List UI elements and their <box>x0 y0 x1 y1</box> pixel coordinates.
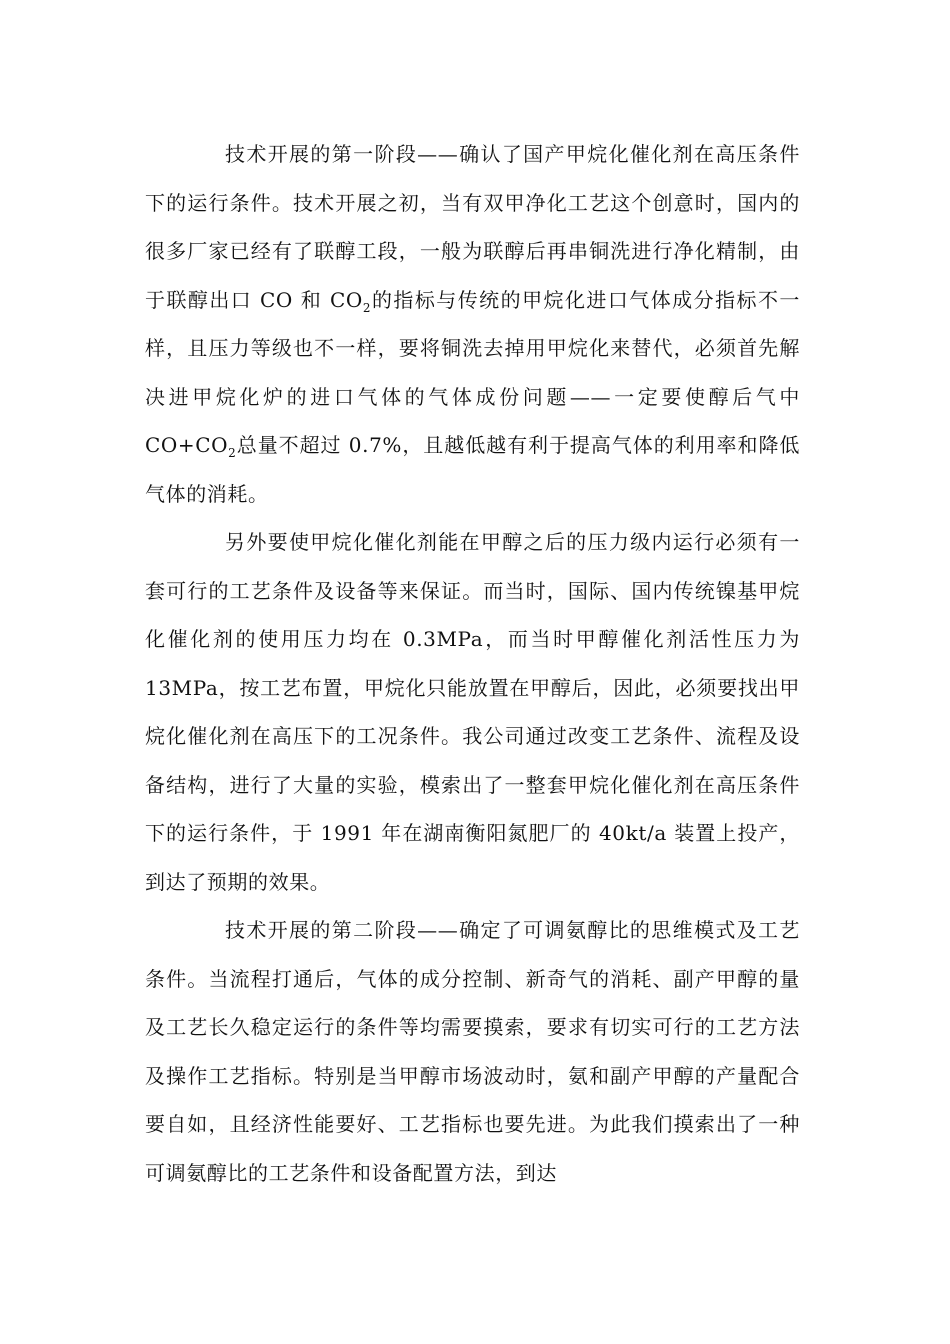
subscript-2: 2 <box>228 446 237 460</box>
paragraph-high-pressure: 另外要使甲烷化催化剂能在甲醇之后的压力级内运行必须有一套可行的工艺条件及设备等来保证。而当时，国际、国内传统镍基甲烷化催化剂的使用压力均在 0.3MPa，而当时甲醇催化剂活性压力为 13MPa，按工艺布置，甲烷化只能放置在甲醇后，因此，必须要找出甲烷化催化剂在高压下的工况条件。我公司通过改变工艺条件、流程及设备结构，进行了大量的实验，模索出了一整套甲烷化催化剂在高压条件下的运行条件，于 1991 年在湖南衡阳氮肥厂的 40kt/a 装置上投产，到达了预期的效果。 <box>145 530 800 894</box>
paragraph-text: 总量不超过 0.7%，且越低越有利于提高气体的利用率和降低气体的消耗。 <box>145 433 800 506</box>
subscript-2: 2 <box>362 300 372 315</box>
document-page <box>145 130 800 1197</box>
paragraph-text: 技术开展的第一阶段——确认了国产甲烷化催化剂在高压条件下的运行条件。技术开展之初，当有双甲净化工艺这个创意时，国内的很多厂家已经有了联醇工段，一般为联醇后再串铜洗进行净化精制，由于联醇出口 CO 和 CO <box>145 142 800 312</box>
paragraph-text: 的指标与传统的甲烷化进口气体成分指标不一样，且压力等级也不一样，要将铜洗去掉用甲烷化来替代，必须首先解决进甲烷化炉的进口气体的气体成份问题——一定要使醇后气中 CO+CO <box>145 287 800 457</box>
paragraph-stage-one <box>145 130 800 518</box>
paragraph-stage-two: 技术开展的第二阶段——确定了可调氨醇比的思维模式及工艺条件。当流程打通后，气体的成分控制、新奇气的消耗、副产甲醇的量及工艺长久稳定运行的条件等均需要摸索，要求有切实可行的工艺方法及操作工艺指标。特别是当甲醇市场波动时，氨和副产甲醇的产量配合要自如，且经济性能要好、工艺指标也要先进。为此我们摸索出了一种可调氨醇比的工艺条件和设备配置方法，到达 <box>145 918 800 1185</box>
